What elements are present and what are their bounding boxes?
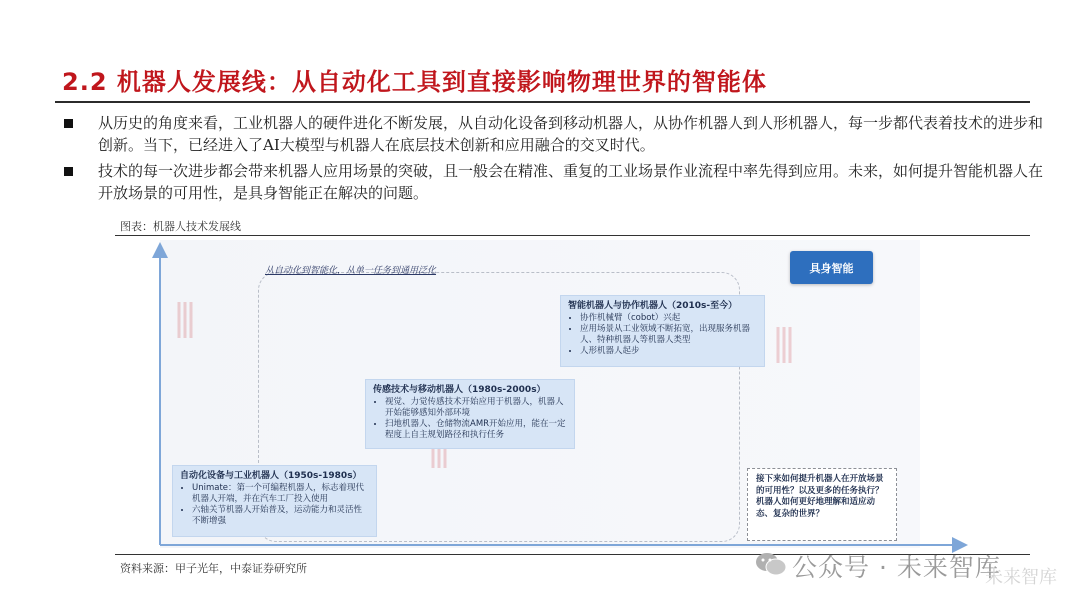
bullet-1-text: 从历史的角度来看，工业机器人的硬件进化不断发展，从自动化设备到移动机器人，从协作机器人到人形机器人，每一步都代表着技术的进步和创新。当下，已经进入了AI大模型与机器人在底层技术创新和应用融合的交叉时代。 <box>98 114 1044 154</box>
stage-automation <box>172 465 377 537</box>
region-label: 从自动化到智能化，从单一任务到通用泛化 <box>265 266 437 276</box>
stage-title: 自动化设备与工业机器人（1950s-1980s） <box>180 471 362 481</box>
stage-sensing-mobile <box>365 379 575 449</box>
stage-point: • 应用场景从工业领域不断拓宽，出现服务机器人、特种机器人等机器人类型 <box>580 324 757 346</box>
bullet-2-text: 技术的每一次进步都会带来机器人应用场景的突破，且一般会在精准、重复的工业场景作业流程中率先得到应用。未来，如何提升智能机器人在开放场景的可用性，是具身智能正在解决的问题。 <box>98 162 1044 202</box>
stage-title: 传感技术与移动机器人（1980s-2000s） <box>373 385 546 395</box>
stage-point: • 视觉、力觉传感技术开始应用于机器人，机器人开始能够感知外部环境 <box>385 397 567 419</box>
stage-point: • 协作机械臂（cobot）兴起 <box>580 313 757 324</box>
future-question-box: 接下来如何提升机器人在开放场景的可用性？以及更多的任务执行？机器人如何更好地理解和适应动态、复杂的世界？ <box>747 468 897 541</box>
watermark-ghost: 未来智库 <box>985 567 1057 588</box>
stage-title: 智能机器人与协作机器人（2010s-至今） <box>568 301 738 311</box>
stage-point: • 人形机器人起步 <box>580 346 757 357</box>
wechat-icon <box>755 551 787 577</box>
embodied-intelligence-badge: 具身智能 <box>790 251 873 284</box>
figure-label: 图表：机器人技术发展线 <box>120 220 241 233</box>
watermark-text: 公众号 · 未来智库 <box>792 553 1001 582</box>
source-note: 资料来源：甲子光年，中泰证券研究所 <box>120 562 307 575</box>
stage-intelligent-collaborative <box>560 295 765 367</box>
stage-point: • 扫地机器人、仓储物流AMR开始应用，能在一定程度上自主规划路径和执行任务 <box>385 419 567 441</box>
stage-point: • 六轴关节机器人开始普及，运动能力和灵活性不断增强 <box>192 505 369 527</box>
stage-point: • Unimate：第一个可编程机器人，标志着现代机器人开端，并在汽车工厂投入使用 <box>192 483 369 505</box>
slide-title: 2.2 机器人发展线：从自动化工具到直接影响物理世界的智能体 <box>62 68 767 96</box>
